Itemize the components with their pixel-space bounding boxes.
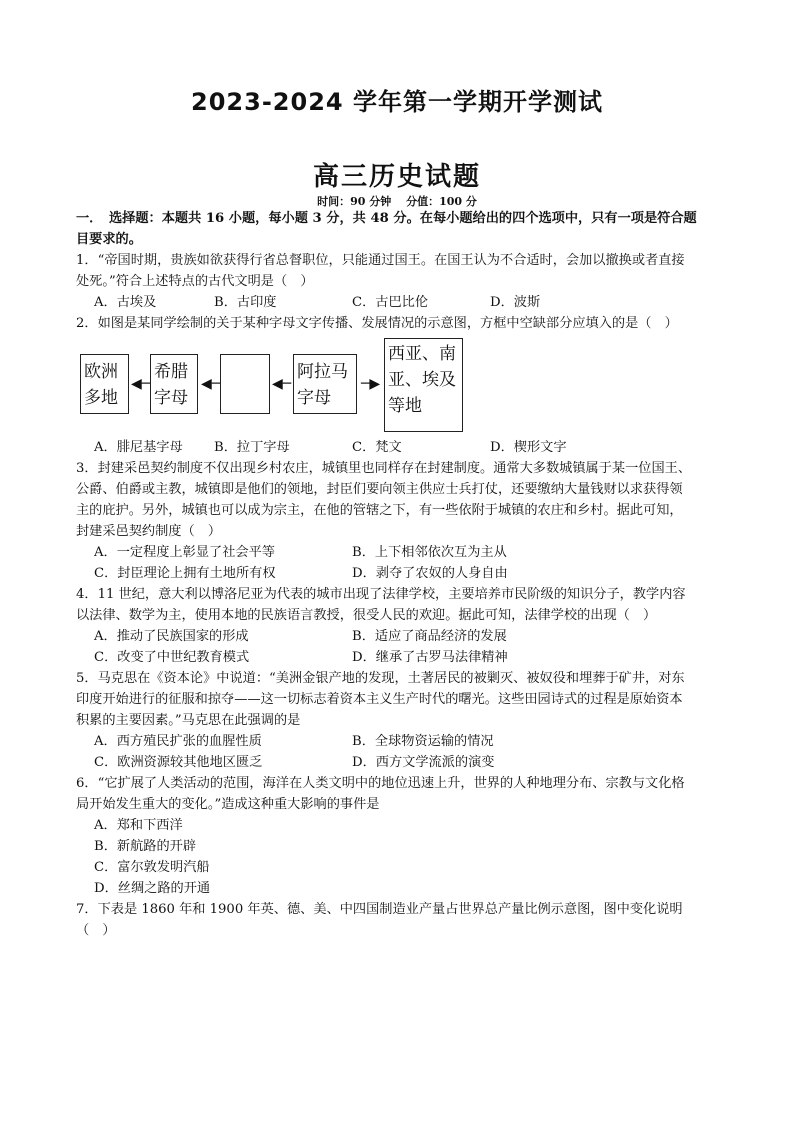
q6-option-d[interactable]: D．丝绸之路的开通 [94, 881, 211, 896]
diagram-box-text: 多地 [84, 388, 118, 408]
question-text: 2．如图是某同学绘制的关于某种字母文字传播、发展情况的示意图，方框中空缺部分应填入的是（ ） [76, 316, 678, 331]
diagram-box-aramaic [293, 354, 357, 414]
question-text: 公爵、伯爵或主教，城镇即是他们的领地，封臣们要向领主供应士兵打仗，还要缴纳大量钱财以求获得领 [76, 482, 683, 497]
question-text: 处死。”符合上述特点的古代文明是（ ） [76, 274, 314, 289]
q4-option-a[interactable]: A．推动了民族国家的形成 [94, 629, 249, 644]
question-text: （ ） [76, 923, 116, 938]
q6-option-b[interactable]: B．新航路的开辟 [94, 839, 197, 854]
question-text: 4．11 世纪，意大利以博洛尼亚为代表的城市出现了法律学校，主要培养市民阶级的知识分子，教学内容 [76, 587, 686, 602]
question-5 [76, 668, 726, 731]
section-heading-line: 目要求的。 [76, 232, 142, 247]
question-text: 印度开始进行的征服和掠夺——这一切标志着资本主义生产时代的曙光。这些田园诗式的过程是原始资本 [76, 692, 683, 707]
question-4 [76, 584, 726, 626]
question-1 [76, 250, 726, 292]
q3-option-d[interactable]: D．剥夺了农奴的人身自由 [352, 566, 508, 581]
q4-option-b[interactable]: B．适应了商品经济的发展 [352, 629, 507, 644]
question-3 [76, 458, 726, 542]
question-text: 5．马克思在《资本论》中说道：“美洲金银产地的发现，土著居民的被剿灭、被奴役和埋葬于矿井，对东 [76, 671, 685, 686]
q6-option-a[interactable]: A．郑和下西洋 [94, 818, 183, 833]
question-text: 6．“它扩展了人类活动的范围，海洋在人类文明中的地位迅速上升，世界的人种地理分布、宗教与文化格 [76, 776, 685, 791]
q2-option-d[interactable]: D．楔形文字 [490, 440, 567, 455]
q4-option-c[interactable]: C．改变了中世纪教育模式 [94, 650, 250, 665]
question-text: 积累的主要因素。”马克思在此强调的是 [76, 713, 301, 728]
diagram-box-text: 亚、埃及 [388, 370, 456, 390]
q6-option-c[interactable]: C．富尔敦发明汽船 [94, 860, 210, 875]
diagram-box-text: 字母 [154, 388, 188, 408]
arrow-left-icon: ◀─ [272, 376, 292, 392]
diagram-box-greek [150, 354, 198, 414]
exam-title: 2023-2024 学年第一学期开学测试 [191, 88, 603, 116]
diagram-box-westasia [384, 338, 463, 432]
q5-option-d[interactable]: D．西方文学流派的演变 [352, 755, 495, 770]
exam-subtitle: 高三历史试题 [312, 162, 481, 192]
q2-option-c[interactable]: C．梵文 [352, 440, 402, 455]
exam-meta: 时间：90 分钟 分值：100 分 [317, 195, 477, 208]
q2-option-b[interactable]: B．拉丁字母 [214, 440, 290, 455]
section-heading [76, 208, 726, 250]
diagram-box-text: 阿拉马 [297, 362, 348, 382]
question-text: 1．“帝国时期，贵族如欲获得行省总督职位，只能通过国王。在国王认为不合适时，会加以撤换或者直接 [76, 253, 685, 268]
question-text: 封建采邑契约制度（ ） [76, 524, 222, 539]
q1-option-b[interactable]: B．古印度 [214, 295, 277, 310]
q1-option-a[interactable]: A．古埃及 [94, 295, 157, 310]
question-text: 主的庇护。另外，城镇也可以成为宗主，在他的管辖之下，有一些依附于城镇的农庄和乡村。据此可知， [76, 503, 683, 518]
question-7 [76, 899, 726, 941]
arrow-left-icon: ◀─ [131, 376, 151, 392]
diagram-box-text: 西亚、南 [388, 344, 456, 364]
arrow-left-icon: ◀─ [201, 376, 221, 392]
diagram-box-text: 等地 [388, 396, 422, 416]
q5-option-c[interactable]: C．欧洲资源较其他地区匮乏 [94, 755, 263, 770]
question-text: 以法律、数学为主，使用本地的民族语言教授，很受人民的欢迎。据此可知，法律学校的出现（ ） [76, 608, 657, 623]
alphabet-diagram [0, 334, 794, 434]
diagram-box-text: 字母 [297, 388, 331, 408]
question-text: 3．封建采邑契约制度不仅出现乡村农庄，城镇里也同样存在封建制度。通常大多数城镇属于某一位国王、 [76, 461, 692, 476]
question-text: 局开始发生重大的变化。”造成这种重大影响的事件是 [76, 797, 380, 812]
question-6 [76, 773, 726, 815]
question-text: 7．下表是 1860 年和 1900 年英、德、美、中四国制造业产量占世界总产量比例示意图，图中变化说明 [76, 902, 683, 917]
q3-option-a[interactable]: A．一定程度上彰显了社会平等 [94, 545, 275, 560]
q5-option-b[interactable]: B．全球物资运输的情况 [352, 734, 494, 749]
q5-option-a[interactable]: A．西方殖民扩张的血腥性质 [94, 734, 262, 749]
q2-option-a[interactable]: A．腓尼基字母 [94, 440, 183, 455]
diagram-box-text: 欧洲 [84, 362, 118, 382]
q1-option-d[interactable]: D．波斯 [490, 295, 541, 310]
q3-option-b[interactable]: B．上下相邻依次互为主从 [352, 545, 507, 560]
arrow-right-icon: ─▶ [361, 376, 381, 392]
diagram-box-europe [80, 354, 129, 414]
diagram-box-blank[interactable] [220, 354, 270, 414]
q4-option-d[interactable]: D．继承了古罗马法律精神 [352, 650, 508, 665]
q1-option-c[interactable]: C．古巴比伦 [352, 295, 429, 310]
section-heading-line: 一． 选择题：本题共 16 小题，每小题 3 分，共 48 分。在每小题给出的四个选项中，只有一项是符合题 [76, 211, 697, 226]
diagram-box-text: 希腊 [154, 362, 188, 382]
question-2 [76, 313, 726, 334]
q3-option-c[interactable]: C．封臣理论上拥有土地所有权 [94, 566, 276, 581]
